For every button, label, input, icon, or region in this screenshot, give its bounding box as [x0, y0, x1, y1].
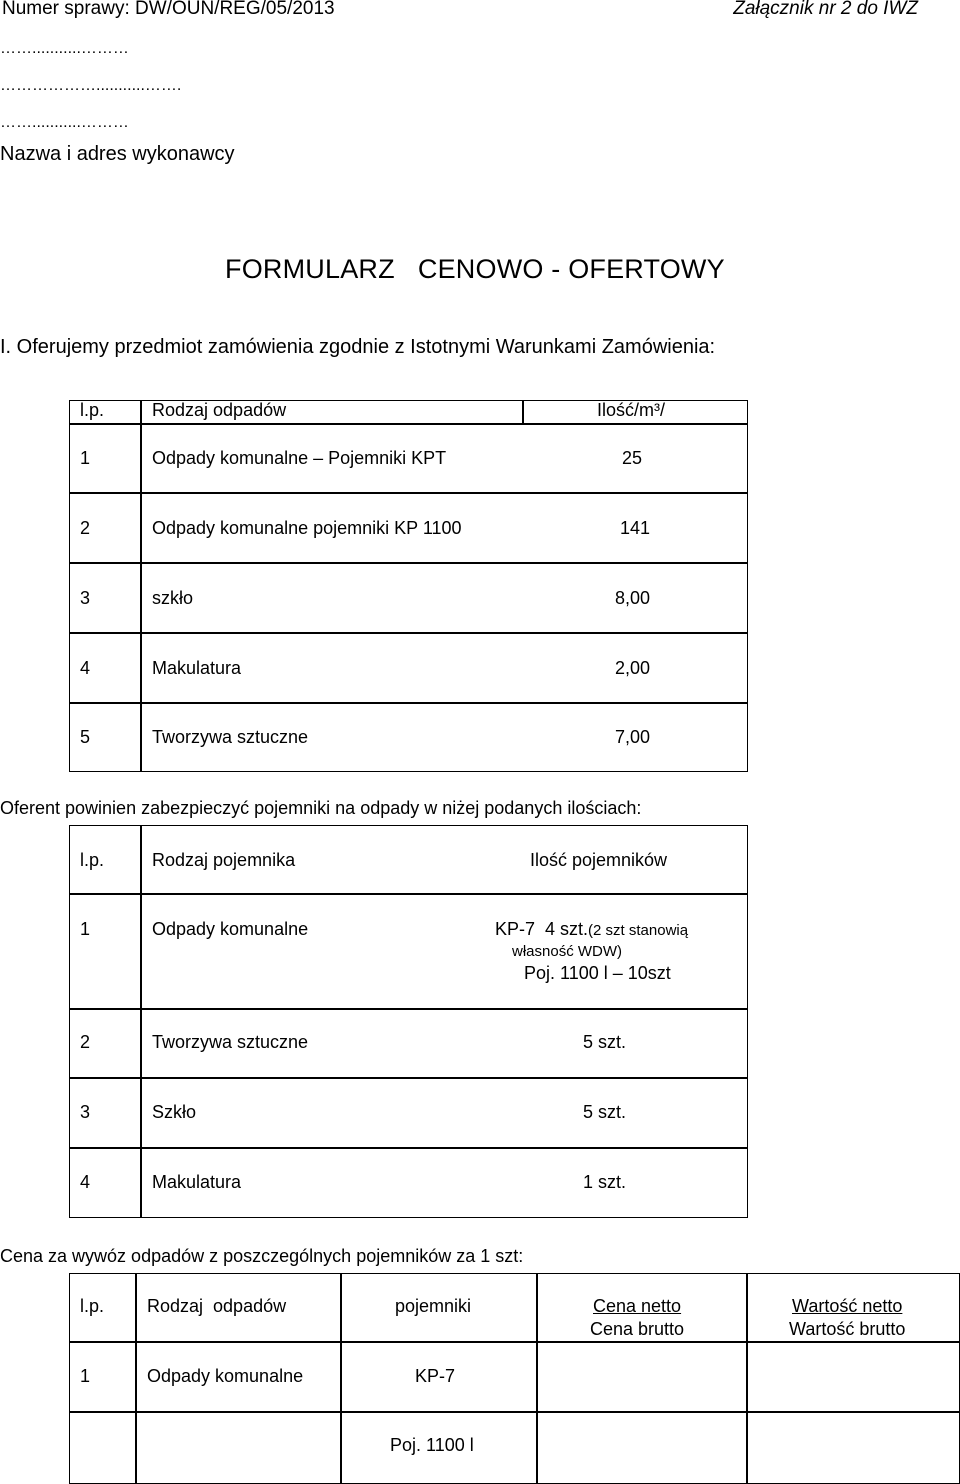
- header-container-type: Rodzaj pojemnika: [152, 850, 296, 870]
- header-gross-value: Wartość brutto: [789, 1319, 906, 1339]
- divider: [340, 1273, 342, 1484]
- table-cell: 1: [80, 919, 91, 939]
- divider: [536, 1273, 538, 1484]
- table-cell: 4: [80, 658, 91, 678]
- divider: [69, 492, 748, 494]
- qty-main: KP-7 4 szt.: [495, 919, 589, 939]
- divider: [69, 702, 748, 704]
- table-cell: 1: [80, 448, 91, 468]
- divider: [522, 400, 524, 424]
- table-cell: Odpady komunalne: [152, 919, 309, 939]
- table-cell: Odpady komunalne pojemniki KP 1100: [152, 518, 462, 538]
- price-note: Cena za wywóz odpadów z poszczególnych pojemników za 1 szt:: [0, 1246, 524, 1266]
- table-cell: 5 szt.: [583, 1102, 627, 1122]
- table-cell: Szkło: [152, 1102, 197, 1122]
- header-net-price: Cena netto: [593, 1296, 682, 1316]
- divider: [69, 632, 748, 634]
- divider: [69, 1147, 748, 1149]
- header-lp: l.p.: [80, 1296, 105, 1316]
- divider: [140, 825, 142, 1218]
- table-cell: Odpady komunalne: [147, 1366, 304, 1386]
- table-cell: 8,00: [615, 588, 651, 608]
- dotted-line-2: ………………...........…….: [0, 77, 182, 94]
- table-cell: [495, 919, 688, 940]
- table-cell: Makulatura: [152, 658, 242, 678]
- table-cell: 1: [80, 1366, 91, 1386]
- table-cell: 7,00: [615, 727, 651, 747]
- table-cell: własność WDW): [512, 943, 623, 960]
- table-cell: 2: [80, 1032, 91, 1052]
- table-cell: szkło: [152, 588, 194, 608]
- table-cell: 2,00: [615, 658, 651, 678]
- attachment-label: Załącznik nr 2 do IWZ: [733, 0, 918, 19]
- divider: [135, 1273, 137, 1484]
- table-cell: Poj. 1100 l – 10szt: [524, 963, 671, 983]
- divider: [69, 1008, 748, 1010]
- table-cell: Tworzywa sztuczne: [152, 727, 309, 747]
- container-table-border: [69, 825, 748, 1218]
- header-containers: pojemniki: [395, 1296, 472, 1316]
- dotted-line-3: ……...........………: [0, 114, 129, 131]
- table-cell: Tworzywa sztuczne: [152, 1032, 309, 1052]
- divider: [69, 1411, 960, 1413]
- divider: [140, 400, 142, 772]
- container-note: Oferent powinien zabezpieczyć pojemniki na odpady w niżej podanych ilościach:: [0, 798, 642, 818]
- table-cell: 3: [80, 1102, 91, 1122]
- divider: [69, 1077, 748, 1079]
- divider: [69, 562, 748, 564]
- table-cell: Makulatura: [152, 1172, 242, 1192]
- table-cell: 25: [622, 448, 643, 468]
- table-cell: 5 szt.: [583, 1032, 627, 1052]
- table-cell: 2: [80, 518, 91, 538]
- header-lp: l.p.: [80, 400, 105, 420]
- table-cell: KP-7: [415, 1366, 456, 1386]
- header-waste-type: Rodzaj odpadów: [152, 400, 287, 420]
- header-container-count: Ilość pojemników: [530, 850, 668, 870]
- table-cell: 3: [80, 588, 91, 608]
- qty-note: (2 szt stanowią: [588, 922, 689, 939]
- dotted-line-1: ……...........………: [0, 40, 129, 57]
- header-waste-type: Rodzaj odpadów: [147, 1296, 287, 1316]
- header-quantity: Ilość/m³/: [597, 400, 666, 420]
- divider: [69, 893, 748, 895]
- header-net-value: Wartość netto: [792, 1296, 903, 1316]
- divider: [69, 1341, 960, 1343]
- header-lp: l.p.: [80, 850, 105, 870]
- page-title: FORMULARZ CENOWO - OFERTOWY: [225, 254, 725, 284]
- table-cell: 141: [620, 518, 651, 538]
- table-cell: 4: [80, 1172, 91, 1192]
- case-number: Numer sprawy: DW/OUN/REG/05/2013: [2, 0, 335, 19]
- divider: [746, 1273, 748, 1484]
- contractor-label: Nazwa i adres wykonawcy: [0, 143, 235, 165]
- header-gross-price: Cena brutto: [590, 1319, 685, 1339]
- table-cell: 5: [80, 727, 91, 747]
- table-cell: Odpady komunalne – Pojemniki KPT: [152, 448, 447, 468]
- divider: [69, 423, 748, 425]
- intro-text: I. Oferujemy przedmiot zamówienia zgodnie z Istotnymi Warunkami Zamówienia:: [0, 336, 716, 358]
- table-cell: 1 szt.: [583, 1172, 627, 1192]
- table-cell: Poj. 1100 l: [390, 1435, 474, 1455]
